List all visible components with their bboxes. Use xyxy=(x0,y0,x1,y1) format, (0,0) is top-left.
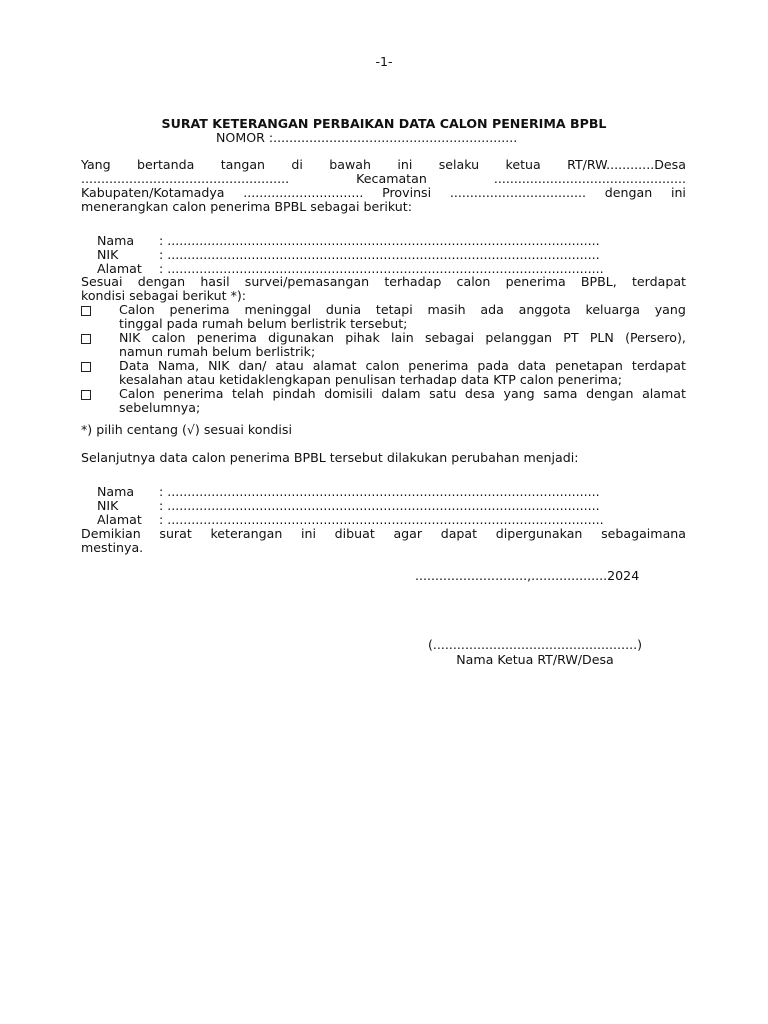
survey-word: hasil xyxy=(200,274,230,289)
condition-line-1 xyxy=(119,303,686,317)
condition-word: penetapan xyxy=(555,358,623,373)
condition-word: penerima xyxy=(169,302,230,317)
condition-word: dunia xyxy=(325,302,362,317)
condition-word: sebagai xyxy=(424,330,475,345)
intro-line-3 xyxy=(81,186,686,200)
condition-word: alamat xyxy=(642,386,686,401)
intro-word: RT/RW............Desa xyxy=(567,157,686,172)
closing-word: agar xyxy=(393,526,423,541)
condition-word: dalam xyxy=(381,386,421,401)
document-number: NOMOR :............................................................. xyxy=(216,130,518,145)
condition-line-1 xyxy=(119,331,686,345)
intro-word: Kabupaten/Kotamadya xyxy=(81,185,225,200)
condition-word: dengan xyxy=(586,386,634,401)
condition-word: meninggal xyxy=(244,302,312,317)
page-number: -1- xyxy=(375,54,393,69)
condition-word: pihak xyxy=(345,330,380,345)
condition-word: ada xyxy=(480,302,504,317)
condition-word: NIK xyxy=(208,358,230,373)
intro-line-1 xyxy=(81,158,686,172)
checkbox-condition-1[interactable] xyxy=(81,306,91,316)
condition-word: domisili xyxy=(324,386,373,401)
survey-word: BPBL, xyxy=(580,274,617,289)
survey-word: penerima xyxy=(505,274,566,289)
closing-line-1 xyxy=(81,527,686,541)
survey-word: calon xyxy=(456,274,491,289)
condition-word: desa xyxy=(464,386,495,401)
closing-word: dibuat xyxy=(334,526,375,541)
condition-word: Data xyxy=(119,358,150,373)
document-title: SURAT KETERANGAN PERBAIKAN DATA CALON PENERIMA BPBL xyxy=(161,116,607,131)
condition-line-2: kesalahan atau ketidaklengkapan penulisan terhadap data KTP calon penerima; xyxy=(119,371,623,387)
intro-word: bawah xyxy=(329,157,371,172)
signature-line: (...................................................) xyxy=(428,637,642,652)
field-value: : ............................................................................................................ xyxy=(159,246,600,262)
condition-word: sama xyxy=(543,386,578,401)
condition-word: Calon xyxy=(119,386,155,401)
condition-word: alamat xyxy=(312,358,357,373)
condition-word: NIK xyxy=(119,330,141,345)
condition-word: (Persero), xyxy=(625,330,686,345)
condition-word: anggota xyxy=(518,302,571,317)
intro-word: bertanda xyxy=(137,157,195,172)
condition-word: penerima xyxy=(408,358,469,373)
intro-word: ................................................ xyxy=(493,171,686,186)
condition-word: penerima xyxy=(196,330,257,345)
intro-line-2 xyxy=(81,172,686,186)
closing-word: ini xyxy=(300,526,316,541)
condition-word: yang xyxy=(503,386,535,401)
condition-line-2: sebelumnya; xyxy=(119,399,201,415)
date-line: ............................,...................2024 xyxy=(415,568,640,583)
field-label: NIK xyxy=(97,497,119,513)
condition-word: tetapi xyxy=(375,302,413,317)
condition-word: keluarga xyxy=(585,302,640,317)
condition-word: pada xyxy=(477,358,509,373)
intro-word: ketua xyxy=(505,157,541,172)
survey-word: survei/pemasangan xyxy=(244,274,370,289)
checkbox-condition-4[interactable] xyxy=(81,390,91,400)
condition-word: Nama, xyxy=(158,358,200,373)
condition-word: penerima xyxy=(163,386,224,401)
condition-word: atau xyxy=(275,358,304,373)
intro-word: ini xyxy=(670,185,686,200)
condition-item-3 xyxy=(119,359,686,386)
field-value: : ............................................................................................................. xyxy=(159,511,604,527)
intro-word: Provinsi xyxy=(382,185,432,200)
condition-word: yang xyxy=(654,302,686,317)
condition-word: calon xyxy=(151,330,186,345)
intro-word: .................................. xyxy=(449,185,586,200)
field-value: : ............................................................................................................ xyxy=(159,483,600,499)
condition-word: digunakan xyxy=(268,330,335,345)
condition-word: lain xyxy=(391,330,414,345)
condition-word: dan/ xyxy=(238,358,267,373)
closing-word: keterangan xyxy=(210,526,283,541)
intro-word: selaku xyxy=(438,157,480,172)
intro-line-4: menerangkan calon penerima BPBL sebagai berikut: xyxy=(81,199,412,214)
change-intro: Selanjutnya data calon penerima BPBL tersebut dilakukan perubahan menjadi: xyxy=(81,450,579,465)
field-label: NIK xyxy=(97,246,119,262)
condition-line-2: tinggal pada rumah belum berlistrik tersebut; xyxy=(119,315,408,331)
intro-word: dengan xyxy=(604,185,653,200)
condition-line-1 xyxy=(119,359,686,373)
intro-word: tangan xyxy=(220,157,266,172)
checkbox-condition-2[interactable] xyxy=(81,334,91,344)
condition-word: telah xyxy=(232,386,264,401)
survey-word: terhadap xyxy=(384,274,442,289)
condition-word: PLN xyxy=(589,330,614,345)
intro-word: ini xyxy=(397,157,413,172)
condition-word: satu xyxy=(429,386,457,401)
checkbox-condition-3[interactable] xyxy=(81,362,91,372)
closing-word: sebagaimana xyxy=(601,526,686,541)
condition-word: data xyxy=(517,358,547,373)
field-value: : ............................................................................................................ xyxy=(159,497,600,513)
condition-item-2 xyxy=(119,331,686,358)
survey-word: Sesuai xyxy=(81,274,123,289)
condition-item-1 xyxy=(119,303,686,330)
condition-word: pelanggan xyxy=(485,330,553,345)
intro-word: .............................. xyxy=(243,185,364,200)
footnote: *) pilih centang (√) sesuai kondisi xyxy=(81,422,292,437)
intro-word: Yang xyxy=(81,157,111,172)
signature-name: Nama Ketua RT/RW/Desa xyxy=(456,652,614,667)
closing-word: dipergunakan xyxy=(495,526,583,541)
survey-word: terdapat xyxy=(631,274,686,289)
condition-word: terdapat xyxy=(631,358,686,373)
field-label: Alamat xyxy=(97,511,142,527)
condition-word: masih xyxy=(427,302,466,317)
survey-line-2: kondisi sebagai berikut *): xyxy=(81,288,247,303)
field-value: : ............................................................................................................. xyxy=(159,260,604,276)
condition-word: PT xyxy=(563,330,579,345)
closing-line-2: mestinya. xyxy=(81,540,144,555)
closing-word: Demikian xyxy=(81,526,141,541)
field-label: Alamat xyxy=(97,260,142,276)
intro-word: di xyxy=(291,157,303,172)
field-label: Nama xyxy=(97,483,135,499)
condition-word: calon xyxy=(365,358,400,373)
field-label: Nama xyxy=(97,232,135,248)
survey-line-1 xyxy=(81,275,686,289)
intro-word: Kecamatan xyxy=(356,171,427,186)
condition-line-1 xyxy=(119,387,686,401)
condition-line-2: namun rumah belum berlistrik; xyxy=(119,343,316,359)
condition-word: pindah xyxy=(272,386,316,401)
field-value: : ............................................................................................................ xyxy=(159,232,600,248)
condition-item-4 xyxy=(119,387,686,414)
closing-word: surat xyxy=(159,526,192,541)
condition-word: Calon xyxy=(119,302,155,317)
survey-word: dengan xyxy=(137,274,186,289)
closing-word: dapat xyxy=(440,526,478,541)
intro-word: .................................................... xyxy=(81,171,290,186)
